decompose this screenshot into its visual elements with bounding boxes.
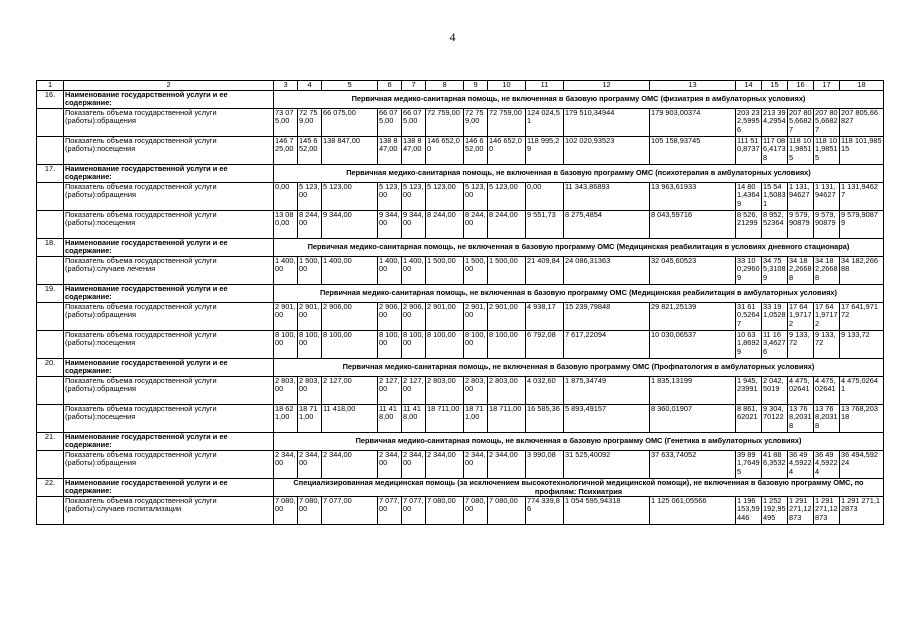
indicator-value: 17 641,97172: [840, 303, 884, 331]
indicator-value: 1 125 061,05566: [650, 497, 736, 525]
indicator-value: 2 344,00: [464, 451, 488, 479]
indicator-value: 8 244,00: [426, 211, 464, 239]
service-label: Наименование государственной услуги и ее содержание:: [64, 433, 274, 451]
indicator-value: 2 901,00: [274, 303, 298, 331]
indicator-value: 1 131,94627: [814, 183, 840, 211]
page-number: 4: [449, 30, 456, 44]
indicator-value: 2 344,00: [426, 451, 464, 479]
indicator-value: 2 344,00: [298, 451, 322, 479]
indicator-value: 72 759,00: [426, 109, 464, 137]
indicator-value: 1 291 271,12873: [840, 497, 884, 525]
column-header: 15: [762, 81, 788, 91]
column-header: 16: [788, 81, 814, 91]
indicator-value: 2 344,00: [378, 451, 402, 479]
indicator-value: 2 803,00: [464, 377, 488, 405]
service-description: Первичная медико-санитарная помощь, не включенная в базовую программу ОМС (психотерапия в амбулаторных условиях): [274, 165, 884, 183]
indicator-value: 1 054 595,94318: [564, 497, 650, 525]
column-header: 8: [426, 81, 464, 91]
indicator-value: 2 901,00: [426, 303, 464, 331]
indicator-row: [37, 451, 884, 479]
column-header: 1: [37, 81, 64, 91]
indicator-value: 2 344,00: [488, 451, 526, 479]
indicator-value: 8 244,00: [488, 211, 526, 239]
column-header: 11: [526, 81, 564, 91]
indicator-row: [37, 257, 884, 285]
service-label: Наименование государственной услуги и ее содержание:: [64, 285, 274, 303]
empty-number-cell: [37, 497, 64, 525]
indicator-value: 1 252 192,95495: [762, 497, 788, 525]
indicator-value: 8 100,00: [274, 331, 298, 359]
indicator-value: 138 847,00: [402, 137, 426, 165]
indicator-value: 13 963,61933: [650, 183, 736, 211]
service-label: Наименование государственной услуги и ее содержание:: [64, 479, 274, 497]
indicator-value: 8 244,00: [298, 211, 322, 239]
indicator-value: 36 494,59224: [814, 451, 840, 479]
indicator-value: 18 711,00: [298, 405, 322, 433]
indicator-value: 146 725,00: [274, 137, 298, 165]
indicator-value: 105 158,93745: [650, 137, 736, 165]
indicator-value: 5 123,00: [426, 183, 464, 211]
indicator-value: 4 475,02641: [840, 377, 884, 405]
indicator-value: 36 494,59224: [788, 451, 814, 479]
indicator-value: 2 803,00: [298, 377, 322, 405]
indicator-value: 1 291 271,12873: [814, 497, 840, 525]
indicator-value: 0,00: [274, 183, 298, 211]
service-header-row: [37, 479, 884, 497]
indicator-row: [37, 405, 884, 433]
indicator-value: 15 541,50831: [762, 183, 788, 211]
indicator-value: 8 275,4854: [564, 211, 650, 239]
indicator-value: 33 191,0528: [762, 303, 788, 331]
indicator-row: [37, 331, 884, 359]
column-header: 14: [736, 81, 762, 91]
service-label: Наименование государственной услуги и ее содержание:: [64, 359, 274, 377]
empty-number-cell: [37, 451, 64, 479]
indicator-value: 2 344,00: [402, 451, 426, 479]
service-number: 22.: [37, 479, 64, 497]
indicator-value: 66 075,00: [402, 109, 426, 137]
indicator-value: 9 551,73: [526, 211, 564, 239]
service-header-row: [37, 91, 884, 109]
indicator-value: 1 835,13199: [650, 377, 736, 405]
indicator-value: 8 360,01907: [650, 405, 736, 433]
indicator-value: 8 526,21299: [736, 211, 762, 239]
indicator-value: 9 304,70122: [762, 405, 788, 433]
indicator-row: [37, 303, 884, 331]
indicator-value: 9 344,00: [322, 211, 378, 239]
indicator-value: 179 903,00374: [650, 109, 736, 137]
indicator-row: [37, 183, 884, 211]
service-label: Наименование государственной услуги и ее содержание:: [64, 91, 274, 109]
indicator-value: 4 475,02641: [814, 377, 840, 405]
indicator-value: 31 610,52647: [736, 303, 762, 331]
column-header: 17: [814, 81, 840, 91]
indicator-value: 13 768,20318: [840, 405, 884, 433]
indicator-value: 15 239,79848: [564, 303, 650, 331]
indicator-label: Показатель объема государственной услуги (работы):обращения: [64, 303, 274, 331]
indicator-value: 1 291 271,12873: [788, 497, 814, 525]
service-number: 16.: [37, 91, 64, 109]
indicator-value: 1 131,94627: [840, 183, 884, 211]
indicator-value: 1 131,94627: [788, 183, 814, 211]
indicator-value: 18 711,00: [464, 405, 488, 433]
empty-number-cell: [37, 109, 64, 137]
indicator-value: 73 075,00: [274, 109, 298, 137]
indicator-value: 7 077,00: [322, 497, 378, 525]
indicator-value: 8 100,00: [426, 331, 464, 359]
indicator-value: 9 579,90879: [814, 211, 840, 239]
indicator-value: 32 045,60523: [650, 257, 736, 285]
indicator-value: 72 759,00: [298, 109, 322, 137]
indicator-value: 138 847,00: [378, 137, 402, 165]
indicator-label: Показатель объема государственной услуги (работы):случаев лечения: [64, 257, 274, 285]
indicator-value: 11 343,86893: [564, 183, 650, 211]
indicator-value: 2 906,00: [378, 303, 402, 331]
indicator-value: 18 711,00: [488, 405, 526, 433]
indicator-value: 5 123,00: [378, 183, 402, 211]
service-number: 21.: [37, 433, 64, 451]
indicator-value: 6 792,08: [526, 331, 564, 359]
indicator-value: 8 100,00: [402, 331, 426, 359]
indicator-value: 11 163,46276: [762, 331, 788, 359]
service-label: Наименование государственной услуги и ее содержание:: [64, 239, 274, 257]
indicator-value: 11 418,00: [322, 405, 378, 433]
indicator-value: 145 652,00: [298, 137, 322, 165]
indicator-value: 72 759,00: [488, 109, 526, 137]
indicator-value: 9 579,90879: [788, 211, 814, 239]
service-description: Первичная медико-санитарная помощь, не включенная в базовую программу ОМС (Профпатология в амбулаторных условиях): [274, 359, 884, 377]
column-header: 12: [564, 81, 650, 91]
indicator-value: 118 101,98515: [788, 137, 814, 165]
column-number-row: [37, 81, 884, 91]
indicator-value: 8 952,52364: [762, 211, 788, 239]
service-header-row: [37, 165, 884, 183]
indicator-value: 1 500,00: [426, 257, 464, 285]
indicator-value: 102 020,93523: [564, 137, 650, 165]
indicator-value: 4 938,17: [526, 303, 564, 331]
indicator-label: Показатель объема государственной услуги (работы):посещения: [64, 211, 274, 239]
indicator-value: 9 579,90879: [840, 211, 884, 239]
indicator-value: 5 123,00: [298, 183, 322, 211]
indicator-label: Показатель объема государственной услуги (работы):посещения: [64, 331, 274, 359]
indicator-value: 13 080,00: [274, 211, 298, 239]
indicator-value: 7 077,00: [378, 497, 402, 525]
service-description: Первичная медико-санитарная помощь, не включенная в базовую программу ОМС (Медицинская реабилитация в амбулаторных условиях): [274, 285, 884, 303]
indicator-value: 1 945,23991: [736, 377, 762, 405]
indicator-value: 11 418,00: [402, 405, 426, 433]
column-header: 7: [402, 81, 426, 91]
indicator-value: 179 510,34944: [564, 109, 650, 137]
indicator-value: 774 339,86: [526, 497, 564, 525]
indicator-value: 207 805,66827: [788, 109, 814, 137]
indicator-value: 118 101,98515: [814, 137, 840, 165]
indicator-value: 2 901,00: [298, 303, 322, 331]
indicator-value: 21 409,84: [526, 257, 564, 285]
indicator-value: 7 617,22094: [564, 331, 650, 359]
indicator-value: 41 886,3532: [762, 451, 788, 479]
indicator-value: 34 755,31089: [762, 257, 788, 285]
indicator-value: 34 182,26688: [840, 257, 884, 285]
indicator-row: [37, 211, 884, 239]
indicator-value: 0,00: [526, 183, 564, 211]
indicator-value: 7 080,00: [488, 497, 526, 525]
indicator-value: 37 633,74052: [650, 451, 736, 479]
indicator-value: 10 631,86929: [736, 331, 762, 359]
indicator-value: 9 133,72: [788, 331, 814, 359]
indicator-value: 9 344,00: [402, 211, 426, 239]
indicator-value: 1 400,00: [274, 257, 298, 285]
indicator-value: 18 621,00: [274, 405, 298, 433]
column-header: 5: [322, 81, 378, 91]
indicator-value: 10 030,06537: [650, 331, 736, 359]
indicator-value: 3 990,08: [526, 451, 564, 479]
service-number: 17.: [37, 165, 64, 183]
indicator-value: 17 641,97172: [788, 303, 814, 331]
indicator-value: 118 101,98515: [840, 137, 884, 165]
indicator-value: 7 080,00: [464, 497, 488, 525]
services-table: [36, 80, 884, 525]
indicator-value: 207 805,66827: [840, 109, 884, 137]
service-description: Первичная медико-санитарная помощь, не включенная в базовую программу ОМС (Медицинская реабилитация в условиях дневного стационара): [274, 239, 884, 257]
service-description: Первичная медико-санитарная помощь, не включенная в базовую программу ОМС (физиатрия в амбулаторных условиях): [274, 91, 884, 109]
empty-number-cell: [37, 377, 64, 405]
indicator-value: 8 100,00: [464, 331, 488, 359]
empty-number-cell: [37, 257, 64, 285]
indicator-value: 2 127,00: [322, 377, 378, 405]
column-header: 2: [64, 81, 274, 91]
indicator-value: 7 077,00: [402, 497, 426, 525]
indicator-value: 118 995,29: [526, 137, 564, 165]
indicator-value: 13 768,20318: [788, 405, 814, 433]
indicator-value: 2 042,5019: [762, 377, 788, 405]
column-header: 13: [650, 81, 736, 91]
indicator-label: Показатель объема государственной услуги (работы):посещения: [64, 405, 274, 433]
indicator-value: 1 500,00: [464, 257, 488, 285]
column-header: 6: [378, 81, 402, 91]
indicator-value: 29 821,25139: [650, 303, 736, 331]
service-number: 19.: [37, 285, 64, 303]
indicator-value: 5 123,00: [322, 183, 378, 211]
indicator-label: Показатель объема государственной услуги (работы):случаев госпитализации: [64, 497, 274, 525]
indicator-value: 39 891,76495: [736, 451, 762, 479]
indicator-row: [37, 497, 884, 525]
indicator-value: 31 525,40092: [564, 451, 650, 479]
empty-number-cell: [37, 137, 64, 165]
indicator-value: 14 801,43649: [736, 183, 762, 211]
indicator-value: 8 861,62021: [736, 405, 762, 433]
indicator-value: 4 475,02641: [788, 377, 814, 405]
indicator-value: 1 400,00: [402, 257, 426, 285]
service-header-row: [37, 433, 884, 451]
indicator-value: 34 182,26688: [814, 257, 840, 285]
indicator-value: 207 805,66827: [814, 109, 840, 137]
indicator-value: 9 344,00: [378, 211, 402, 239]
indicator-value: 138 847,00: [322, 137, 378, 165]
indicator-value: 2 901,00: [464, 303, 488, 331]
empty-number-cell: [37, 331, 64, 359]
indicator-value: 66 075,00: [322, 109, 378, 137]
empty-number-cell: [37, 303, 64, 331]
indicator-value: 2 803,00: [488, 377, 526, 405]
indicator-value: 9 133,72: [814, 331, 840, 359]
indicator-value: 5 123,00: [402, 183, 426, 211]
indicator-label: Показатель объема государственной услуги (работы):обращения: [64, 183, 274, 211]
indicator-value: 4 032,60: [526, 377, 564, 405]
indicator-row: [37, 377, 884, 405]
column-header: 10: [488, 81, 526, 91]
indicator-value: 8 244,00: [464, 211, 488, 239]
indicator-value: 36 494,59224: [840, 451, 884, 479]
indicator-row: [37, 137, 884, 165]
indicator-value: 16 585,36: [526, 405, 564, 433]
indicator-value: 117 086,41738: [762, 137, 788, 165]
indicator-value: 5 123,00: [464, 183, 488, 211]
service-header-row: [37, 285, 884, 303]
indicator-value: 146 652,00: [426, 137, 464, 165]
indicator-value: 5 893,49157: [564, 405, 650, 433]
indicator-label: Показатель объема государственной услуги (работы):обращения: [64, 109, 274, 137]
indicator-value: 1 196 153,59446: [736, 497, 762, 525]
column-header: 3: [274, 81, 298, 91]
indicator-value: 2 803,00: [274, 377, 298, 405]
indicator-value: 1 400,00: [322, 257, 378, 285]
indicator-value: 213 394,2954: [762, 109, 788, 137]
indicator-value: 8 100,00: [378, 331, 402, 359]
empty-number-cell: [37, 211, 64, 239]
indicator-value: 2 127,00: [402, 377, 426, 405]
column-header: 9: [464, 81, 488, 91]
service-number: 18.: [37, 239, 64, 257]
indicator-label: Показатель объема государственной услуги (работы):обращения: [64, 377, 274, 405]
indicator-value: 5 123,00: [488, 183, 526, 211]
indicator-value: 7 080,00: [298, 497, 322, 525]
indicator-label: Показатель объема государственной услуги (работы):обращения: [64, 451, 274, 479]
column-header: 4: [298, 81, 322, 91]
indicator-value: 66 075,00: [378, 109, 402, 137]
indicator-value: 33 100,29609: [736, 257, 762, 285]
indicator-value: 24 086,31363: [564, 257, 650, 285]
empty-number-cell: [37, 405, 64, 433]
indicator-value: 17 641,97172: [814, 303, 840, 331]
empty-number-cell: [37, 183, 64, 211]
indicator-value: 146 652,00: [464, 137, 488, 165]
service-number: 20.: [37, 359, 64, 377]
indicator-value: 9 133,72: [840, 331, 884, 359]
indicator-value: 2 906,00: [322, 303, 378, 331]
indicator-value: 7 080,00: [274, 497, 298, 525]
indicator-value: 124 024,51: [526, 109, 564, 137]
indicator-value: 1 875,34749: [564, 377, 650, 405]
indicator-value: 8 043,59716: [650, 211, 736, 239]
indicator-value: 2 803,00: [426, 377, 464, 405]
indicator-value: 2 344,00: [322, 451, 378, 479]
indicator-value: 34 182,26688: [788, 257, 814, 285]
indicator-value: 2 906,00: [402, 303, 426, 331]
service-description: Первичная медико-санитарная помощь, не включенная в базовую программу ОМС (Генетика в амбулаторных условиях): [274, 433, 884, 451]
indicator-value: 146 652,00: [488, 137, 526, 165]
service-header-row: [37, 239, 884, 257]
service-description: Специализированная медицинская помощь (за исключением высокотехнологичной медицинской помощи), не включенная в базовую программу ОМС, по профилям: Психиатрия: [274, 479, 884, 497]
indicator-value: 1 500,00: [298, 257, 322, 285]
indicator-value: 8 100,00: [488, 331, 526, 359]
service-header-row: [37, 359, 884, 377]
indicator-value: 2 127,00: [378, 377, 402, 405]
indicator-label: Показатель объема государственной услуги (работы):посещения: [64, 137, 274, 165]
indicator-value: 2 344,00: [274, 451, 298, 479]
indicator-value: 11 418,00: [378, 405, 402, 433]
indicator-value: 72 759,00: [464, 109, 488, 137]
indicator-value: 7 080,00: [426, 497, 464, 525]
indicator-value: 203 232,59956: [736, 109, 762, 137]
indicator-value: 13 768,20318: [814, 405, 840, 433]
service-label: Наименование государственной услуги и ее содержание:: [64, 165, 274, 183]
indicator-value: 8 100,00: [322, 331, 378, 359]
indicator-value: 8 100,00: [298, 331, 322, 359]
column-header: 18: [840, 81, 884, 91]
indicator-value: 18 711,00: [426, 405, 464, 433]
indicator-value: 111 510,8737: [736, 137, 762, 165]
indicator-value: 1 500,00: [488, 257, 526, 285]
indicator-row: [37, 109, 884, 137]
indicator-value: 1 400,00: [378, 257, 402, 285]
indicator-value: 2 901,00: [488, 303, 526, 331]
